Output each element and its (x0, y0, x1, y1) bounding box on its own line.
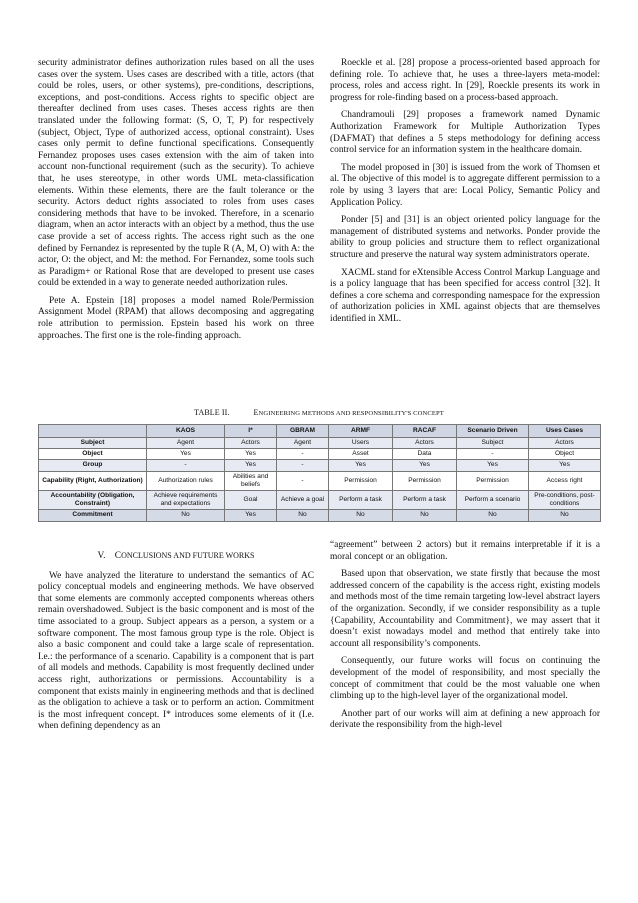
table-cell: Actors (225, 438, 277, 449)
paragraph: The model proposed in [30] is issued from the work of Thomsen et al. The objective of this model is to aggregate different permission to a role by using 3 layers that are: Local Policy, Semantic Policy and Application Policy. (330, 162, 600, 208)
table-cell: No (329, 510, 393, 521)
column-header: Scenario Driven (457, 425, 529, 438)
row-header: Subject (39, 438, 147, 449)
table-cell: No (277, 510, 329, 521)
table-cell: Yes (329, 460, 393, 471)
section-title: ONCLUSIONS AND FUTURE WORKS (121, 551, 255, 560)
table-cell: Authorization rules (147, 471, 225, 490)
table-cell: Agent (147, 438, 225, 449)
table-cell: Yes (225, 510, 277, 521)
table-row (39, 510, 601, 521)
paragraph: Ponder [5] and [31] is an object oriented policy language for the management of distributed systems and networks. Ponder provide the ability to group policies and structure them to reflect organizational structure and preserve the natural way system administrators operate. (330, 215, 600, 260)
column-header: KAOS (147, 425, 225, 438)
table-cell: Achieve a goal (277, 491, 329, 510)
table-cell: Perform a scenario (457, 491, 529, 510)
column-header: RACAF (393, 425, 457, 438)
paragraph: Consequently, our future works will focus on continuing the development of the model of responsibility, and most specially the concept of commitment that could be the most valuable one when climbing up to the high-level layer of the organizational model. (330, 656, 600, 702)
table-cell: No (147, 510, 225, 521)
table-cell: - (277, 460, 329, 471)
table-cell: Abilities and beliefs (225, 471, 277, 490)
table-row (39, 460, 601, 471)
table-cell: - (277, 449, 329, 460)
table-cell: Actors (529, 438, 601, 449)
row-header: Group (39, 460, 147, 471)
table-cell: Permission (393, 471, 457, 490)
column-header: GBRAM (277, 425, 329, 438)
table-cell: Pre-conditions, post-conditions (529, 491, 601, 510)
table-cell: Subject (457, 438, 529, 449)
bottom-right-column (330, 540, 600, 738)
table-cell: Achieve requirements and expectations (147, 491, 225, 510)
table-caption (38, 408, 600, 417)
table-cell: Access right (529, 471, 601, 490)
table-cell: - (147, 460, 225, 471)
row-header: Object (39, 449, 147, 460)
section-heading (38, 550, 314, 563)
paragraph: Roeckle et al. [28] propose a process-oriented based approach for defining role. To achieve that, he uses a three-layers meta-model: process, roles and access right. In [29], Roeckle presents its work in progress for role-finding based on a process-based approach. (330, 58, 600, 103)
table-cell: No (457, 510, 529, 521)
table-cell: No (393, 510, 457, 521)
table-cell: - (277, 471, 329, 490)
table-row (39, 491, 601, 510)
section-title-initial: C (114, 551, 122, 561)
column-header: ARMF (329, 425, 393, 438)
top-right-column (330, 58, 600, 331)
row-header: Accountability (Obligation, Constraint) (39, 491, 147, 510)
column-header (39, 425, 147, 438)
top-left-column (38, 58, 314, 348)
table-cell: Yes (457, 460, 529, 471)
table-cell: Asset (329, 449, 393, 460)
table-cell: Agent (277, 438, 329, 449)
paragraph: Based upon that observation, we state firstly that because the most addressed concern of the capability is the access right, existing models and methods most of the time remain targeting low-level abstract layers of the organization. Secondly, if we consider responsibility as a tuple {Capability, Accountability and Commitment}, we may assert that it doesn’t exist nowadays model and method that entirely take into account all responsibility’s components. (330, 569, 600, 649)
table-cell: No (529, 510, 601, 521)
column-header: I* (225, 425, 277, 438)
table-cell: Goal (225, 491, 277, 510)
paragraph: Pete A. Epstein [18] proposes a model named Role/Permission Assignment Model (RPAM) that allows decomposing and aggregating role attribution to permission. Epstein based his work on three approaches. The first one is the role-finding approach. (38, 295, 314, 341)
table-cell: Perform a task (393, 491, 457, 510)
table-cell: Yes (225, 460, 277, 471)
table-cell: Yes (393, 460, 457, 471)
table-cell: Permission (329, 471, 393, 490)
table-cell: - (457, 449, 529, 460)
row-header: Capability (Right, Authorization) (39, 471, 147, 490)
paragraph: Chandramouli [29] proposes a framework named Dynamic Authorization Framework for Multiple Authorization Types (DAFMAT) that defines a 5 steps methodology for defining access control service for an information system in the healthcare domain. (330, 110, 600, 156)
engineering-methods-table (38, 424, 601, 522)
paragraph: “agreement” between 2 actors) but it remains interpretable if it is a moral concept or an obligation. (330, 540, 600, 562)
table-cell: Data (393, 449, 457, 460)
table-label: TABLE II. (194, 408, 230, 417)
section-number: V. (97, 551, 106, 561)
table-title-initial: E (253, 408, 259, 417)
row-header: Commitment (39, 510, 147, 521)
paragraph: We have analyzed the literature to understand the semantics of AC policy conceptual models and engineering methods. We have observed that some elements are commonly accepted components whereas others remain overshadowed. Subject is the basic component and is most of the time associated to a group. Subject appears as a person, a system or a software component. The most famous group type is the role. Object is also a basic component and could take a large scale of representation. I.e.: the performance of a scenario. Capability is a component that is part of all models and methods. Capability is most frequently declined under access right, authorizations or permissions. Accountability is a component that exists mainly in engineering methods and that is declined as the obligation to achieve a task or to perform an action. Commitment is the most infrequent concept. I* introduces some elements of it (I.e. when defining dependency as an (38, 570, 314, 732)
paragraph: security administrator defines authorization rules based on all the uses cases over the system. Uses cases are described with a title, actors (that could be roles, users, or other systems), pre-conditions, descriptions, exceptions, and post-conditions. Access rights to specific object are thereafter declined from uses cases. Theses access rights are then translated under the following format: (S, O, T, P) for respectively (subject, Object, Type of authorized access, optional constraint). Uses cases only permit to define functional specifications. Consequently Fernandez proposes uses cases extension with the aim of taken into account non-functional requirement (such as the security). To achieve that, he uses stereotype, in other words UML meta-classification elements. Within these elements, there are the fault tolerance or the security. Actors deduct rights associated to roles from uses cases considering methods that have to be invoked. Therefore, in a scenario diagram, when an actor interacts with an object by a method, thus the use case provide a set of access rights. The access right such as the one defined by Fernandez is represented by the tuple R (A, M, O) with A: the actor, O: the object, and M: the method. For Fernandez, some tools such as Paradigm+ or Rational Rose that are developed to present use cases could be extended in a way to generate needed authorization rules. (38, 58, 314, 289)
table-cell: Yes (225, 449, 277, 460)
table-cell: Yes (529, 460, 601, 471)
table-row (39, 438, 601, 449)
table-row (39, 449, 601, 460)
table-cell: Permission (457, 471, 529, 490)
table-cell: Yes (147, 449, 225, 460)
table-row (39, 471, 601, 490)
column-header: Uses Cases (529, 425, 601, 438)
bottom-left-column (38, 550, 314, 739)
paragraph: XACML stand for eXtensible Access Control Markup Language and is a policy language that has been specified for access control [32]. It defines a core schema and corresponding namespace for the expression of authorization policies in XML against objects that are themselves identified in XML. (330, 267, 600, 324)
paragraph: Another part of our works will aim at defining a new approach for derivate the responsibility from the high-level (330, 708, 600, 731)
table-cell: Actors (393, 438, 457, 449)
table-title: NGINEERING METHODS AND RESPONSIBILITY'S CONCEPT (258, 410, 444, 417)
table-cell: Object (529, 449, 601, 460)
table-header-row (39, 425, 601, 438)
table-cell: Users (329, 438, 393, 449)
table-cell: Perform a task (329, 491, 393, 510)
